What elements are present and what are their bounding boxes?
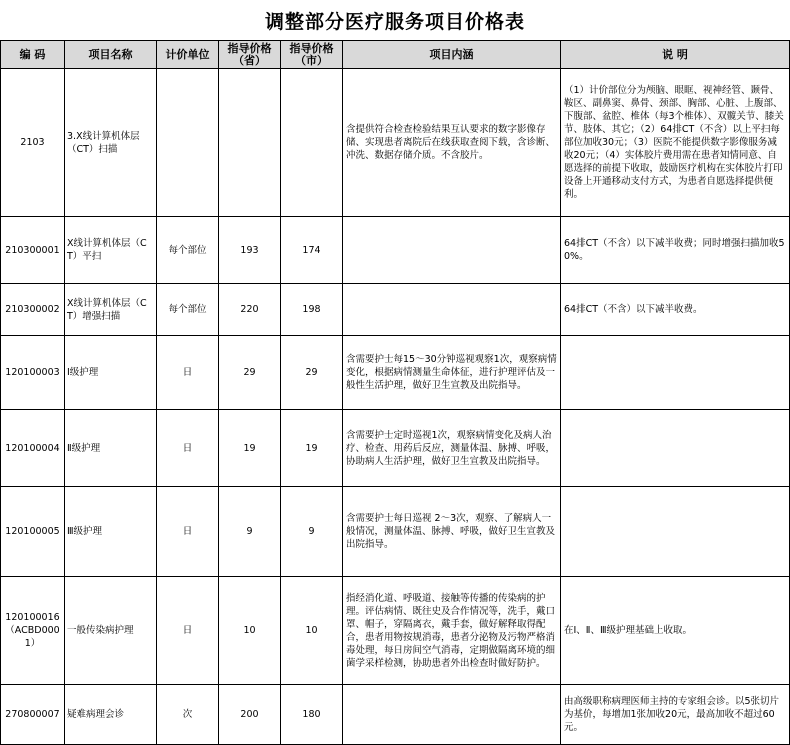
cell-name-text: Ⅱ级护理 xyxy=(67,442,101,454)
cell-price-city xyxy=(281,336,343,410)
table-row xyxy=(1,69,790,217)
cell-price-city-text: 29 xyxy=(305,367,318,378)
cell-code-text: 120100016（ACBD0001） xyxy=(5,612,60,649)
cell-code-text: 120100005 xyxy=(5,526,60,537)
table-row xyxy=(1,410,790,487)
cell-price-province xyxy=(219,487,281,577)
cell-content-text: 含需要护士每日巡视 2～3次，观察、了解病人一般情况，测量体温、脉搏、呼吸，做好卫生宣教及出院指导。 xyxy=(346,513,556,550)
cell-price-city xyxy=(281,685,343,745)
header-content: 项目内涵 xyxy=(343,41,561,69)
header-unit: 计价单位 xyxy=(157,41,219,69)
cell-price-city xyxy=(281,69,343,217)
cell-price-province-text: 29 xyxy=(243,367,256,378)
header-code: 编 码 xyxy=(1,41,65,69)
cell-name-text: Ⅲ级护理 xyxy=(67,526,103,537)
cell-name-text: 一般传染病护理 xyxy=(67,625,134,636)
cell-unit xyxy=(157,69,219,217)
cell-unit-text: 日 xyxy=(182,625,193,636)
cell-price-city-text: 180 xyxy=(302,709,321,720)
cell-name xyxy=(65,487,157,577)
cell-content-text: 含提供符合检查检验结果互认要求的数字影像存储、实现患者离院后在线获取查阅下载，含诊断、冲洗、数据存储介质。不含胶片。 xyxy=(346,124,556,161)
header-price-province: 指导价格（省） xyxy=(219,41,281,69)
cell-unit xyxy=(157,284,219,336)
cell-note xyxy=(561,410,790,487)
header-name: 项目名称 xyxy=(65,41,157,69)
cell-unit-text: 每个部位 xyxy=(168,304,207,315)
cell-price-city-text: 174 xyxy=(302,244,321,256)
cell-price-province xyxy=(219,69,281,217)
cell-note xyxy=(561,487,790,577)
cell-name xyxy=(65,69,157,217)
cell-note-text: （1）计价部位分为颅脑、眼眶、视神经管、颞骨、鞍区、副鼻窦、鼻骨、颈部、胸部、心脏、上腹部、下腹部、盆腔、椎体（每3个椎体）、双髋关节、膝关节、肢体、其它；（2）64排CT（不含）以上平扫每部位加收30元；（3）医院不能提供数字影像服务减收20元；（4）实体胶片费用需在患者知情同意、自愿选择的前提下收取，鼓励医疗机构在实体胶片打印设备上开通移动支付方式，为患者自愿选择提供便利。 xyxy=(564,85,784,200)
header-note: 说 明 xyxy=(561,41,790,69)
cell-content xyxy=(343,410,561,487)
cell-content xyxy=(343,284,561,336)
cell-note xyxy=(561,217,790,284)
price-table xyxy=(0,40,790,745)
cell-code xyxy=(1,284,65,336)
header-price-city: 指导价格（市） xyxy=(281,41,343,69)
cell-price-city xyxy=(281,487,343,577)
cell-price-province xyxy=(219,685,281,745)
cell-price-city xyxy=(281,284,343,336)
cell-price-province xyxy=(219,217,281,284)
cell-content-text: 含需要护士定时巡视1次，观察病情变化及病人治疗、检查、用药后反应，测量体温、脉搏、呼吸，协助病人生活护理，做好卫生宣教及出院指导。 xyxy=(346,429,556,467)
cell-code-text: 270800007 xyxy=(5,709,60,720)
cell-code xyxy=(1,217,65,284)
table-header-row xyxy=(1,41,790,69)
cell-price-province xyxy=(219,410,281,487)
cell-name xyxy=(65,336,157,410)
cell-content-text: 指经消化道、呼吸道、接触等传播的传染病的护理。评估病情、既往史及合作情况等，洗手，戴口罩、帽子，穿隔离衣，戴手套，做好解释取得配合，患者用物按规消毒，患者分泌物及污物严格消毒处理，每日房间空气消毒，定期做隔离环境的细菌学采样检测，协助患者外出检查时做好防护。 xyxy=(346,592,556,669)
table-body xyxy=(1,69,790,745)
cell-price-city-text: 9 xyxy=(308,526,315,537)
cell-unit-text: 日 xyxy=(182,442,193,454)
cell-name-text: X线计算机体层（CT）平扫 xyxy=(67,238,147,262)
cell-code xyxy=(1,487,65,577)
cell-unit xyxy=(157,685,219,745)
cell-price-province-text: 10 xyxy=(243,625,256,636)
table-row xyxy=(1,577,790,685)
cell-code xyxy=(1,410,65,487)
cell-name-text: Ⅰ级护理 xyxy=(67,367,99,378)
cell-name xyxy=(65,284,157,336)
cell-name xyxy=(65,685,157,745)
cell-code xyxy=(1,577,65,685)
cell-unit xyxy=(157,577,219,685)
cell-unit xyxy=(157,410,219,487)
cell-code-text: 2103 xyxy=(20,137,45,148)
cell-price-province-text: 193 xyxy=(240,244,259,256)
cell-price-province xyxy=(219,284,281,336)
cell-price-city-text: 10 xyxy=(305,625,318,636)
cell-price-city xyxy=(281,217,343,284)
table-row xyxy=(1,487,790,577)
cell-content xyxy=(343,336,561,410)
document-title: 调整部分医疗服务项目价格表 xyxy=(264,11,525,33)
cell-name xyxy=(65,217,157,284)
cell-content xyxy=(343,685,561,745)
cell-price-province xyxy=(219,336,281,410)
cell-code xyxy=(1,685,65,745)
cell-note xyxy=(561,577,790,685)
table-row xyxy=(1,336,790,410)
cell-name-text: X线计算机体层（CT）增强扫描 xyxy=(67,297,147,322)
cell-note xyxy=(561,284,790,336)
table-row xyxy=(1,685,790,745)
cell-note-text: 在Ⅰ、Ⅱ、Ⅲ级护理基础上收取。 xyxy=(564,625,693,636)
cell-unit-text: 日 xyxy=(182,526,193,537)
cell-content xyxy=(343,217,561,284)
cell-content xyxy=(343,69,561,217)
cell-note xyxy=(561,685,790,745)
cell-price-city xyxy=(281,410,343,487)
cell-price-province-text: 220 xyxy=(240,304,259,315)
cell-price-province xyxy=(219,577,281,685)
cell-code-text: 120100004 xyxy=(5,442,60,454)
cell-name-text: 3.X线计算机体层（CT）扫描 xyxy=(67,130,140,155)
cell-note xyxy=(561,336,790,410)
cell-code xyxy=(1,336,65,410)
cell-unit-text: 日 xyxy=(182,367,193,378)
cell-price-province-text: 19 xyxy=(243,442,256,454)
cell-code-text: 210300001 xyxy=(5,244,60,256)
table-row xyxy=(1,217,790,284)
cell-price-province-text: 200 xyxy=(240,709,259,720)
cell-name xyxy=(65,410,157,487)
cell-content xyxy=(343,577,561,685)
cell-price-city-text: 198 xyxy=(302,304,321,315)
cell-unit xyxy=(157,217,219,284)
cell-content xyxy=(343,487,561,577)
cell-code-text: 210300002 xyxy=(5,304,60,315)
cell-unit-text: 每个部位 xyxy=(168,244,207,256)
cell-content-text: 含需要护士每15～30分钟巡视观察1次，观察病情变化，根据病情测量生命体征，进行护理评估及一般性生活护理，做好卫生宣教及出院指导。 xyxy=(346,354,557,391)
cell-note-text: 64排CT（不含）以下减半收费。 xyxy=(564,304,703,315)
cell-unit xyxy=(157,487,219,577)
cell-note-text: 64排CT（不含）以下减半收费；同时增强扫描加收50%。 xyxy=(564,238,785,262)
cell-name-text: 疑难病理会诊 xyxy=(67,709,125,720)
cell-code-text: 120100003 xyxy=(5,367,60,378)
cell-price-city xyxy=(281,577,343,685)
cell-code xyxy=(1,69,65,217)
cell-note-text: 由高级职称病理医师主持的专家组会诊。以5张切片为基价，每增加1张加收20元，最高加收不超过60元。 xyxy=(564,696,780,733)
cell-unit xyxy=(157,336,219,410)
table-row xyxy=(1,284,790,336)
cell-price-province-text: 9 xyxy=(246,526,253,537)
cell-name xyxy=(65,577,157,685)
cell-unit-text: 次 xyxy=(182,709,193,720)
cell-price-city-text: 19 xyxy=(305,442,318,454)
cell-note xyxy=(561,69,790,217)
